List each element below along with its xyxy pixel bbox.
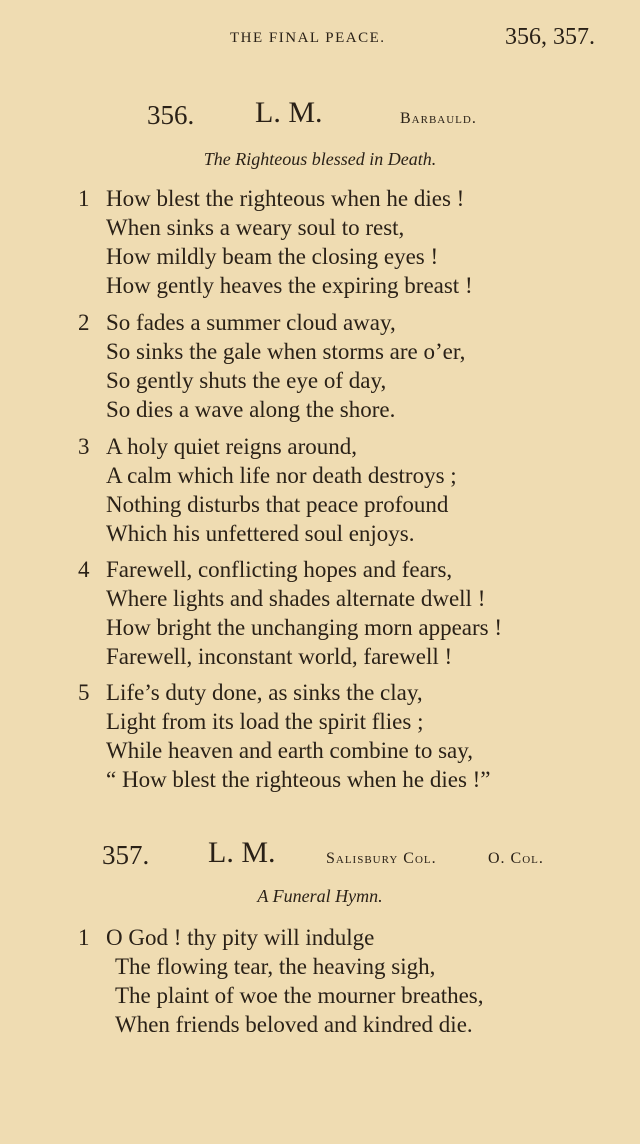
hymn-subtitle: A Funeral Hymn.: [257, 886, 383, 906]
hymn-357-heading: [0, 836, 640, 874]
verse-line: Life’s duty done, as sinks the clay,: [106, 680, 423, 705]
verse-line: How mildly beam the closing eyes !: [106, 244, 439, 269]
verse-line: How blest the righteous when he dies !: [106, 186, 465, 211]
verse-line: Nothing disturbs that peace profound: [106, 492, 449, 517]
verse-line: Where lights and shades alternate dwell !: [106, 586, 486, 611]
verse-line: A holy quiet reigns around,: [106, 434, 358, 459]
stanza-number: 1: [78, 186, 90, 211]
verse-line: So fades a summer cloud away,: [106, 310, 396, 335]
verse-line: Farewell, conflicting hopes and fears,: [106, 557, 453, 582]
hymn-subtitle: The Righteous blessed in Death.: [203, 149, 437, 169]
stanza-number: 2: [78, 310, 90, 335]
stanza-number: 4: [78, 557, 90, 582]
page-numbers: 356, 357.: [505, 24, 595, 50]
verse-line: How bright the unchanging morn appears !: [106, 615, 503, 640]
hymn-number: 357.: [102, 840, 150, 870]
verse-line: Farewell, inconstant world, farewell !: [106, 644, 453, 669]
stanza-number: 3: [78, 434, 90, 459]
hymn-author: Salisbury Col.: [326, 850, 437, 867]
hymn-author: Barbauld.: [400, 110, 477, 127]
verse-line: How gently heaves the expiring breast !: [106, 273, 473, 298]
verse-line: A calm which life nor death destroys ;: [106, 463, 457, 488]
verse-line: Which his unfettered soul enjoys.: [106, 521, 415, 546]
verse-line: When friends beloved and kindred die.: [115, 1012, 473, 1037]
hymn-356-heading: [0, 96, 640, 134]
verse-line: “ How blest the righteous when he dies !”: [106, 767, 491, 792]
verse-line: So dies a wave along the shore.: [106, 397, 396, 422]
verse-line: So gently shuts the eye of day,: [106, 368, 387, 393]
hymn-author-secondary: O. Col.: [488, 850, 544, 867]
running-title: THE FINAL PEACE.: [230, 30, 386, 46]
stanza-number: 1: [78, 925, 90, 950]
hymn-meter: L. M.: [255, 96, 323, 129]
verse-line: When sinks a weary soul to rest,: [106, 215, 405, 240]
verse-line: So sinks the gale when storms are o’er,: [106, 339, 466, 364]
verse-line: While heaven and earth combine to say,: [106, 738, 474, 763]
verse-line: The plaint of woe the mourner breathes,: [115, 983, 484, 1008]
verse-line: The flowing tear, the heaving sigh,: [115, 954, 436, 979]
hymn-meter: L. M.: [208, 836, 276, 869]
verse-line: Light from its load the spirit flies ;: [106, 709, 424, 734]
hymn-number: 356.: [147, 100, 195, 130]
stanza-number: 5: [78, 680, 90, 705]
verse-line: O God ! thy pity will indulge: [106, 925, 375, 950]
